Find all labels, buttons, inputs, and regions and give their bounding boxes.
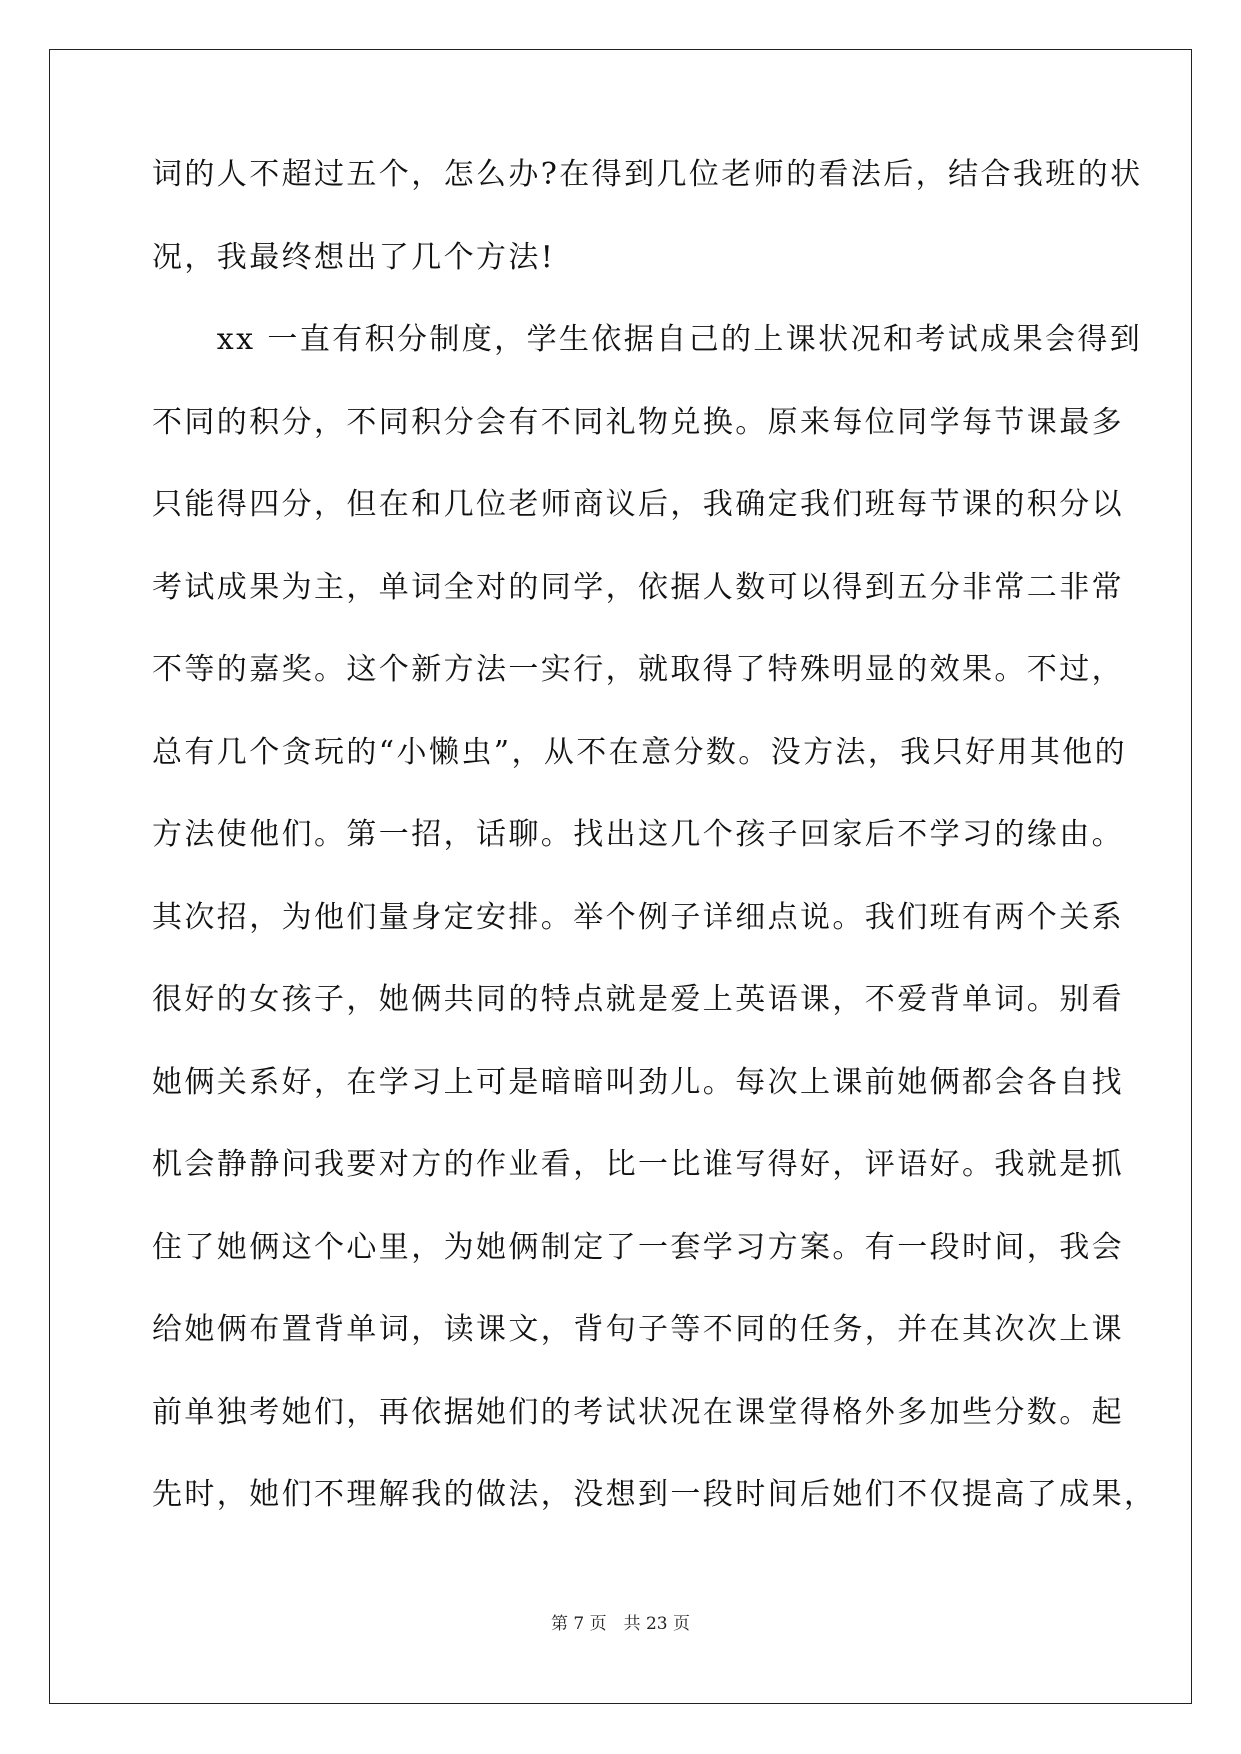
text-line: 前单独考她们，再依据她们的考试状况在课堂得格外多加些分数。起 [152,1394,1124,1430]
text-line: 机会静静问我要对方的作业看，比一比谁写得好，评语好。我就是抓 [152,1147,1124,1182]
text-line: 词的人不超过五个，怎么办?在得到几位老师的看法后，结合我班的状 [152,157,1143,192]
text-line: 总有几个贪玩的“小懒虫”，从不在意分数。没方法，我只好用其他的 [152,734,1128,770]
text-line: 况，我最终想出了几个方法! [152,239,556,275]
text-line: 很好的女孩子，她俩共同的特点就是爱上英语课，不爱背单词。别看 [152,982,1124,1017]
text-line: 方法使他们。第一招，话聊。找出这几个孩子回家后不学习的缘由。 [152,817,1124,852]
text-line: 其次招，为他们量身定安排。举个例子详细点说。我们班有两个关系 [152,899,1124,935]
text-line: 不同的积分，不同积分会有不同礼物兑换。原来每位同学每节课最多 [152,404,1124,440]
text-line: 给她俩布置背单词，读课文，背句子等不同的任务，并在其次次上课 [152,1312,1124,1347]
document-body [152,157,1157,1563]
text-line: 不等的嘉奖。这个新方法一实行，就取得了特殊明显的效果。不过， [152,652,1124,687]
text-line: 住了她俩这个心里，为她俩制定了一套学习方案。有一段时间，我会 [152,1229,1124,1265]
text-line: 先时，她们不理解我的做法，没想到一段时间后她们不仅提高了成果， [152,1477,1157,1512]
text-line: 只能得四分，但在和几位老师商议后，我确定我们班每节课的积分以 [152,487,1124,522]
text-line: 她俩关系好，在学习上可是暗暗叫劲儿。每次上课前她俩都会各自找 [152,1064,1124,1100]
page-number: 第 7 页 共 23 页 [550,1614,691,1634]
text-line: 考试成果为主，单词全对的同学，依据人数可以得到五分非常二非常 [152,569,1124,605]
text-line: xx 一直有积分制度，学生依据自己的上课状况和考试成果会得到 [152,322,1143,357]
